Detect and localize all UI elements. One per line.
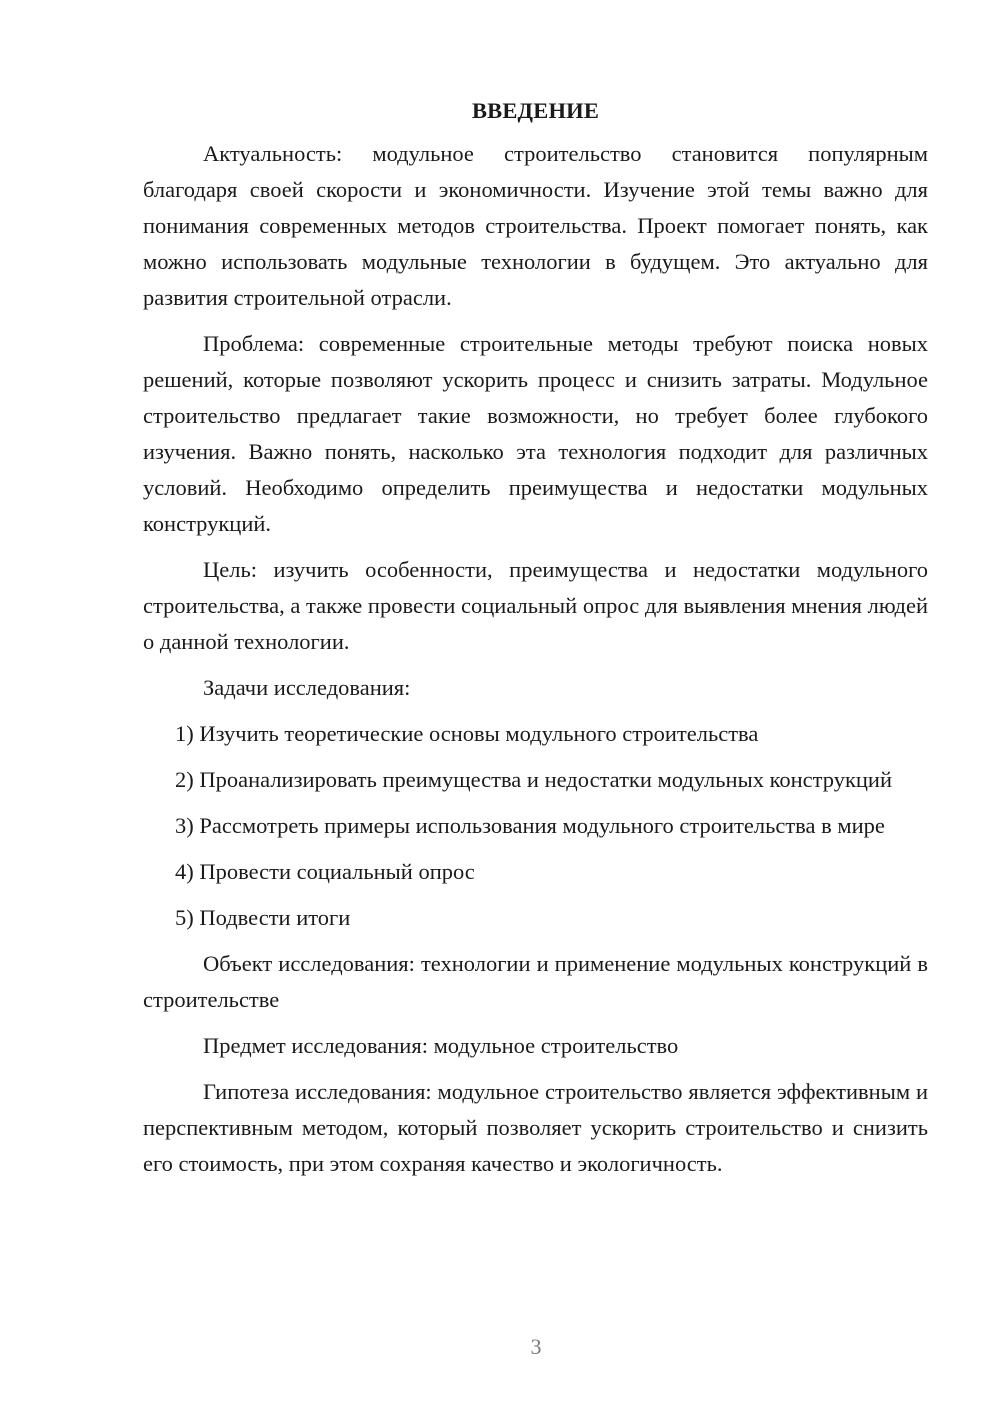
object-paragraph: Объект исследования: технологии и применение модульных конструкций в строительстве xyxy=(143,951,928,1012)
problem-paragraph: Проблема: современные строительные методы требуют поиска новых решений, которые позволяют ускорить процесс и снизить затраты. Модульное строительство предлагает такие возможности, но требует более глубокого изучения. Важно понять, насколько эта технология подходит для различных условий. Необходимо определить преимущества и недостатки модульных конструкций. xyxy=(143,331,928,536)
task-item-1: 1) Изучить теоретические основы модульного строительства xyxy=(175,721,759,746)
document-page xyxy=(143,96,928,1192)
section-title: ВВЕДЕНИЕ xyxy=(471,98,600,123)
task-item-4: 4) Провести социальный опрос xyxy=(175,859,475,884)
relevance-paragraph: Актуальность: модульное строительство становится популярным благодаря своей скорости и экономичности. Изучение этой темы важно для понимания современных методов строительства. Проект помогает понять, как можно использовать модульные технологии в будущем. Это актуально для развития строительной отрасли. xyxy=(143,141,928,310)
task-item-2: 2) Проанализировать преимущества и недостатки модульных конструкций xyxy=(175,767,893,792)
hypothesis-paragraph: Гипотеза исследования: модульное строительство является эффективным и перспективным методом, который позволяет ускорить строительство и снизить его стоимость, при этом сохраняя качество и экологичность. xyxy=(143,1079,928,1176)
subject-paragraph: Предмет исследования: модульное строительство xyxy=(203,1033,679,1058)
task-item-5: 5) Подвести итоги xyxy=(175,905,351,930)
task-item-3: 3) Рассмотреть примеры использования модульного строительства в мире xyxy=(175,813,885,838)
page-number: 3 xyxy=(530,1334,542,1359)
goal-paragraph: Цель: изучить особенности, преимущества и недостатки модульного строительства, а также провести социальный опрос для выявления мнения людей о данной технологии. xyxy=(143,557,928,654)
tasks-heading: Задачи исследования: xyxy=(203,675,411,700)
